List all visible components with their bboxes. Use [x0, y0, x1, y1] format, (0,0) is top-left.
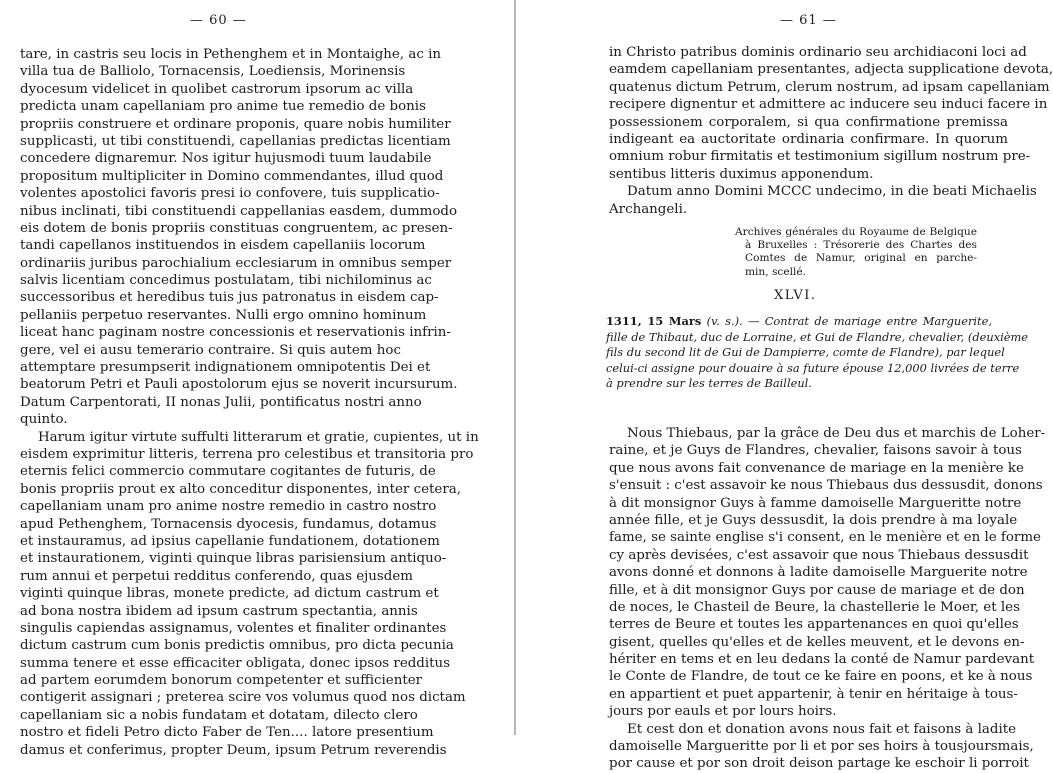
text-line: nostro et fideli Petro dicto Faber de Ten.... latore presentium [20, 725, 434, 741]
text-line: por cause et por son droit deison partage ke eschoir li porroit [609, 756, 1029, 772]
text-line: s'ensuit : c'est assavoir ke nous Thiebaus dus dessusdit, donons [609, 478, 1043, 494]
summary-date: 1311, 15 Mars [606, 314, 702, 328]
text-line: hériter en tems et en leu dedans la conté de Namur pardevant [609, 652, 1035, 668]
text-line: le Conte de Flandre, de tout ce ke faire en poons, et ke à nous [609, 669, 1033, 685]
archive-line: à Bruxelles : Trésorerie des Chartes des [745, 239, 977, 252]
text-line: apud Pethenghem, Tornacensis dyocesis, fundamus, dotamus [20, 516, 437, 532]
text-line: tandi capellanos instituendos in eisdem capellaniis locorum [20, 238, 426, 254]
text-line: eternis felici commercio commutare cogitantes de futuris, de [20, 464, 436, 480]
left-page-text [20, 46, 479, 759]
summary-line-text: (v. s.). — Contrat de mariage entre Marguerite, [706, 314, 992, 328]
left-page [0, 0, 512, 758]
text-line: villa tua de Balliolo, Tornacensis, Loediensis, Morinensis [20, 64, 406, 80]
text-line: sentibus litteris duximus apponendum. [609, 166, 874, 182]
text-line: année fille, et je Guys dessusdit, la dois prendre à ma loyale [609, 512, 1018, 528]
book-gutter [514, 0, 516, 735]
summary-line [606, 314, 992, 330]
text-line: avons donné et donnons à ladite damoiselle Marguerite notre [609, 565, 1028, 581]
text-line: viginti quinque libras, monete predicte, ad dictum castrum et [20, 586, 439, 602]
text-line: pellaniis perpetuo reservantes. Nulli ergo omnino hominum [20, 307, 427, 323]
text-line: gisent, quelles qu'elles et de kelles meuvent, et le devons en- [609, 634, 1025, 650]
text-line: de noces, le Chasteil de Beure, la chastellerie le Moer, et les [609, 599, 1020, 615]
text-line: bonis propriis prout ex alto conceditur disponentes, inter cetera, [20, 481, 461, 497]
text-line: ordinariis juribus parochialium ecclesiarum in omnibus semper [20, 255, 452, 271]
text-line: damus et conferimus, propter Deum, ipsum Petrum reverendis [20, 742, 447, 758]
text-line: quinto. [20, 412, 68, 428]
text-line: terres de Beure et toutes les appartenances en quoi qu'elles [609, 617, 1019, 633]
text-line: fille, et à dit monsignor Guys por cause de mariage et de don [609, 582, 1025, 598]
text-line: propositum multipliciter in Domino commendantes, illud quod [20, 168, 444, 184]
text-line: salvis licentiam concedimus postulatam, tibi nichilominus ac [20, 273, 432, 289]
text-line: dyocesum videlicet in quolibet castrorum ipsorum ac villa [20, 81, 414, 97]
charter-text [609, 425, 1046, 773]
text-line: dictum castrum cum bonis predictis omnibus, pro dicta pecunia [20, 638, 454, 654]
archive-line: Comtes de Namur, original en parche- [745, 252, 977, 265]
text-line: ad bona nostra ibidem ad ipsum castrum spectantia, annis [20, 603, 418, 619]
text-line: beatorum Petri et Pauli apostolorum ejus se noverit incursurum. [20, 377, 458, 393]
text-line: Datum Carpentorati, II nonas Julii, pontificatus nostri anno [20, 394, 422, 410]
text-line: successoribus et heredibus tuis jus patronatus in eisdem cap- [20, 290, 439, 306]
text-line: Nous Thiebaus, par la grâce de Deu dus et marchis de Loher- [627, 426, 1046, 441]
text-line: omnium robur firmitatis et testimonium sigillum nostrum pre- [609, 149, 1031, 165]
text-line: à dit monsignor Guys à famme damoiselle Margueritte notre [609, 495, 1022, 511]
text-line: Datum anno Domini MCCC undecimo, in die beati Michaelis [627, 184, 1037, 200]
summary-line: celui-ci assigne pour douaire à sa future épouse 12,000 livrées de terre [606, 360, 1020, 375]
text-line: predicta unam capellaniam pro anime tue remedio de bonis [20, 99, 426, 115]
text-line: rum annui et perpetui redditus conferendo, quas ejusdem [20, 568, 413, 584]
summary-line: fille de Thibaut, duc de Lorraine, et Gui de Flandre, chevalier, (deuxième [606, 329, 1029, 344]
text-line: contigerit assignari ; preterea scire vos volumus quod nos dictam [20, 690, 466, 706]
archive-reference [735, 226, 977, 279]
text-line: gere, vel ei ausu temerario contraire. Si quis autem hoc [20, 342, 401, 358]
text-line: et instaurationem, viginti quinque libras parisiensium antiquo- [20, 551, 447, 567]
text-line: propriis construere et ordinare proponis, quare nobis humiliter [20, 116, 451, 132]
text-line: recipere dignentur et admittere ac inducere seu induci facere in [609, 97, 1048, 113]
text-line: concedere dignaremur. Nos igitur hujusmodi tuum laudabile [20, 151, 432, 167]
text-line: jours por eauls et por lours hoirs. [609, 704, 837, 720]
page-number: — 61 — [780, 13, 837, 28]
text-line: quatenus dictum Petrum, clerum nostrum, ad ipsam capellaniam [609, 79, 1050, 95]
text-line: et instauramus, ad ipsius capellanie fundationem, dotationem [20, 533, 440, 549]
text-line: nibus inclinati, tibi constituendi cappellanias easdem, dummodo [20, 203, 458, 219]
text-line: eisdem exprimitur litteris, terrena pro celestibus et transitoria pro [20, 446, 474, 462]
archive-line: Archives générales du Royaume de Belgique [735, 226, 977, 238]
text-line: Harum igitur virtute suffulti litterarum et gratie, cupientes, ut in [38, 429, 479, 445]
text-line: que nous avons fait convenance de mariage en la menière ke [609, 460, 1024, 476]
summary-line: fils du second lit de Gui de Dampierre, comte de Flandre), par lequel [606, 345, 1005, 360]
charter-summary [606, 314, 1029, 392]
text-line: summa tenere et esse efficaciter obligata, donec ipsos redditus [20, 655, 451, 671]
right-page-text-top [609, 44, 1053, 218]
text-line: singulis capiendas assignamus, volentes et finaliter ordinantes [20, 620, 447, 636]
section-numeral: XLVI. [774, 288, 817, 303]
text-line: damoiselle Margueritte por li et por ses hoirs à tousjoursmais, [609, 739, 1034, 755]
text-line: capellaniam sic a nobis fundatam et dotatam, dilecto clero [20, 707, 418, 723]
text-line: capellaniam unam pro anime nostre remedio in castro nostro [20, 499, 437, 515]
archive-line: min, scellé. [745, 265, 807, 278]
text-line: in Christo patribus dominis ordinario seu archidiaconi loci ad [609, 45, 1027, 60]
text-line: Archangeli. [609, 201, 688, 217]
text-line: liceat hanc paginam nostre concessionis et reservationis infrin- [20, 325, 451, 341]
text-line: possessionem corporalem, si qua confirmatione premissa [609, 114, 1008, 130]
text-line: en appartient et puet appartenir, à tenir en héritaige à tous- [609, 686, 1018, 702]
page-number: — 60 — [190, 13, 247, 28]
text-line: volentes apostolici favoris presi io confovere, tuis supplicatio- [20, 186, 440, 202]
text-line: tare, in castris seu locis in Pethenghem et in Montaighe, ac in [20, 47, 442, 62]
summary-line: à prendre sur les terres de Bailleul. [606, 376, 812, 391]
text-line: eis dotem de bonis propriis constituas congruentem, ac presen- [20, 220, 453, 236]
text-line: supplicasti, ut tibi constituendi, capellanias predictas licentiam [20, 133, 451, 149]
text-line: ad partem eorumdem bonorum competenter et sufficienter [20, 673, 423, 689]
text-line: indigeant ea auctoritate ordinaria confirmare. In quorum [609, 131, 1008, 147]
text-line: fame, se sainte englise s'i consent, en le menière et en le forme [609, 530, 1041, 546]
text-line: attemptare presumpserit indignationem omnipotentis Dei et [20, 360, 431, 376]
text-line: Et cest don et donation avons nous fait et faisons à ladite [627, 721, 1017, 737]
text-line: cy après devisées, c'est assavoir que nous Thiebaus dessusdit [609, 547, 1029, 563]
text-line: eamdem capellaniam presentantes, adjecta supplicatione devota, [609, 62, 1053, 78]
text-line: raine, et je Guys de Flandres, chevalier, faisons savoir à tous [609, 443, 1022, 459]
